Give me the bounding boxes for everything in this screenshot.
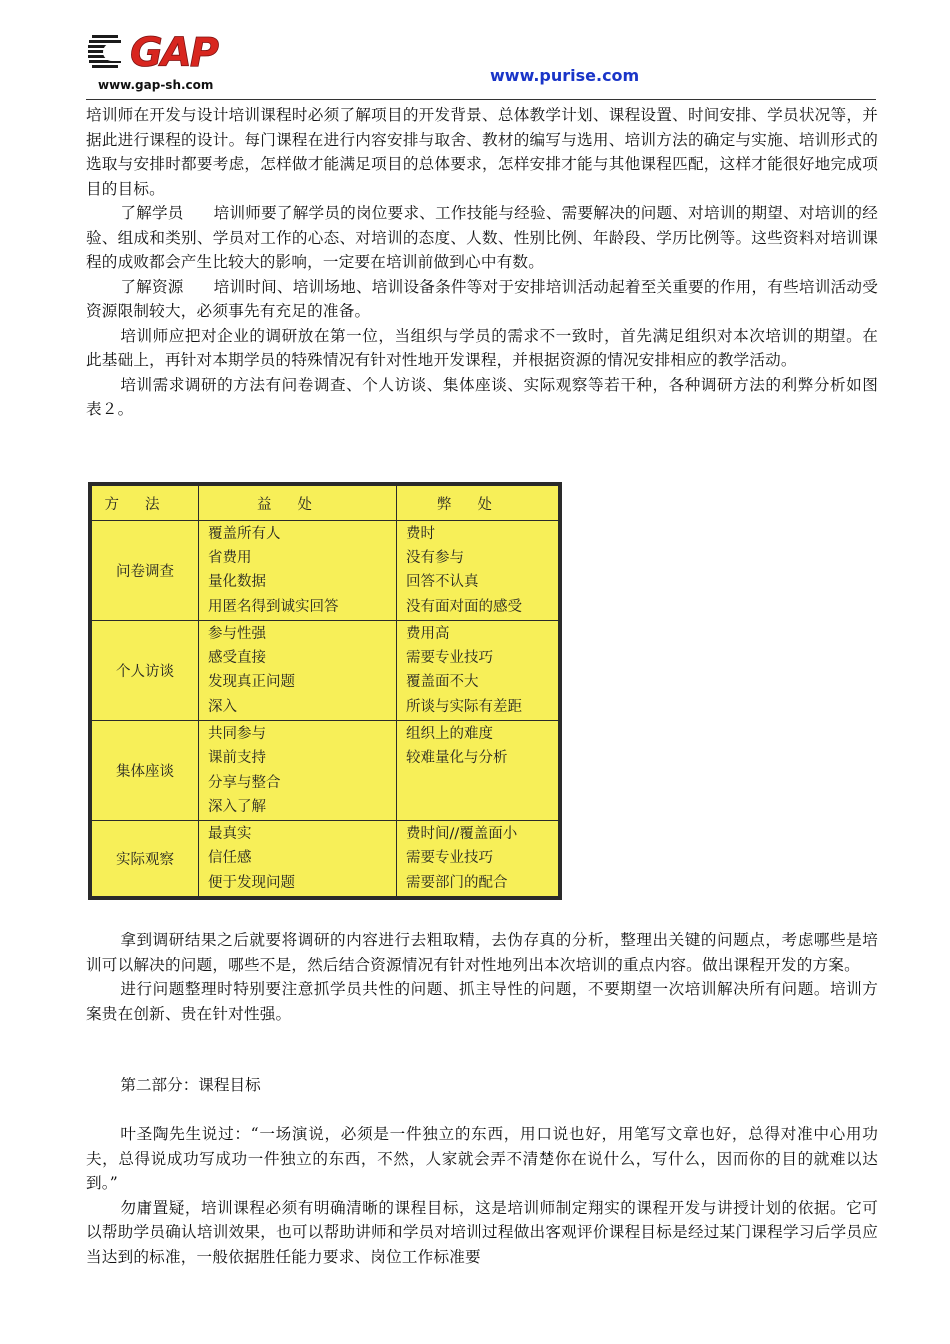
drawback-cell [397,821,559,897]
paragraph-quote: 叶圣陶先生说过：“一场演说，必须是一件独立的东西，用口说也好，用笔写文章也好，总得对准中心用功夫，总得说成功写成功一件独立的东西，不然，人家就会弄不清楚你在说什么，写什么，因而你的目的就难以达到。” [86,1125,878,1192]
benefit-item: 参与性强 [208,626,266,643]
site-url-left[interactable]: www.gap-sh.com [98,78,214,92]
site-url-right[interactable]: www.purise.com [490,66,640,85]
paragraph-understand-learners: 了解学员 培训师要了解学员的岗位要求、工作技能与经验、需要解决的问题、对培训的期望、对培训的经验、组成和类别、学员对工作的心态、对培训的态度、人数、性别比例、年龄段、学历比例等。这些资料对培训课程的成败都会产生比较大的影响，一定要在培训前做到心中有数。 [86,204,878,271]
benefit-item: 感受直接 [208,650,266,667]
benefit-item: 课前支持 [208,750,266,767]
benefit-cell [199,521,397,621]
benefit-cell [199,621,397,721]
paragraph-problem-sorting: 进行问题整理时特别要注意抓学员共性的问题、抓主导性的问题，不要期望一次培训解决所有问题。培训方案贵在创新、贵在针对性强。 [86,980,878,1023]
page-header [0,0,950,105]
header-method: 方法 [92,486,199,521]
header-divider [86,99,876,100]
benefit-item: 覆盖所有人 [208,526,281,542]
method-cell: 实际观察 [92,821,199,897]
benefit-item: 便于发现问题 [208,874,295,891]
benefit-cell [199,721,397,821]
drawback-cell [397,621,559,721]
table-row [92,621,559,721]
drawback-item: 所谈与实际有差距 [406,698,522,715]
svg-text:GAP: GAP [130,30,218,74]
drawback-item: 需要部门的配合 [406,874,508,891]
method-cell: 问卷调查 [92,521,199,621]
drawback-item: 没有面对面的感受 [406,598,522,615]
globe-logo-icon [88,32,126,72]
drawback-item: 需要专业技巧 [406,650,493,667]
benefit-cell [199,821,397,897]
drawback-item: 需要专业技巧 [406,850,493,867]
drawback-item: 费时 [406,526,435,542]
drawback-item: 覆盖面不大 [406,674,479,691]
label-understand-resources: 了解资源 [120,277,184,296]
section-heading-wrap [86,1073,878,1098]
benefit-item: 分享与整合 [208,774,281,791]
section-title: 第二部分：课程目标 [120,1076,261,1094]
benefit-item: 省费用 [208,550,252,567]
drawback-item: 没有参与 [406,550,464,567]
benefit-item: 发现真正问题 [208,674,295,691]
benefit-item: 共同参与 [208,726,266,743]
paragraph-analysis: 拿到调研结果之后就要将调研的内容进行去粗取精，去伪存真的分析，整理出关键的问题点，考虑哪些是培训可以解决的问题，哪些不是，然后结合资源情况有针对性地列出本次培训的重点内容。做出课程开发的方案。 [86,931,878,974]
drawback-item: 组织上的难度 [406,726,493,743]
paragraph-project-background: 培训师在开发与设计培训课程时必须了解项目的开发背景、总体教学计划、课程设置、时间安排、学员状况等，并据此进行课程的设计。每门课程在进行内容安排与取舍、教材的编写与选用、培训方法的确定与实施、培训形式的选取与安排时都要考虑，怎样做才能满足项目的总体要求，怎样安排才能与其他课程匹配，这样才能很好地完成项目的目标。 [86,106,878,198]
paragraph-org-priority: 培训师应把对企业的调研放在第一位，当组织与学员的需求不一致时，首先满足组织对本次培训的期望。在此基础上，再针对本期学员的特殊情况有针对性地开发课程，并根据资源的情况安排相应的教学活动。 [86,326,878,369]
paragraph-understand-resources: 了解资源 培训时间、培训场地、培训设备条件等对于安排培训活动起着至关重要的作用，有些培训活动受资源限制较大，必须事先有充足的准备。 [86,277,878,320]
table-row [92,821,559,897]
paragraph-course-goals: 勿庸置疑，培训课程必须有明确清晰的课程目标，这是培训师制定翔实的课程开发与讲授计划的依据。它可以帮助学员确认培训效果，也可以帮助讲师和学员对培训过程做出客观评价课程目标是经过某门课程学习后学员应当达到的标准，一般依据胜任能力要求、岗位工作标准要 [86,1198,878,1266]
table-row [92,721,559,821]
method-cell: 个人访谈 [92,621,199,721]
body-text-bottom [86,928,878,1026]
header-drawbacks: 弊处 [397,486,559,521]
benefit-item: 信任感 [208,850,252,867]
table-row [92,521,559,621]
drawback-item: 回答不认真 [406,574,479,591]
body-text-top [86,103,878,422]
methods-comparison-table [88,482,562,900]
drawback-cell [397,721,559,821]
benefit-item: 用匿名得到诚实回答 [208,598,339,615]
label-understand-learners: 了解学员 [120,204,184,222]
benefit-item: 量化数据 [208,574,266,591]
method-cell: 集体座谈 [92,721,199,821]
drawback-item: 较难量化与分析 [406,750,508,767]
header-benefits: 益处 [199,486,397,521]
paragraph-research-methods: 培训需求调研的方法有问卷调查、个人访谈、集体座谈、实际观察等若干种，各种调研方法的利弊分析如图表２。 [86,375,878,418]
drawback-cell [397,521,559,621]
body-text-final [86,1122,878,1269]
benefit-item: 最真实 [208,826,252,843]
benefit-item: 深入 [208,698,237,715]
drawback-item: 费用高 [406,626,450,643]
gap-wordmark [128,30,248,74]
drawback-item: 费时间//覆盖面小 [406,826,518,843]
benefit-item: 深入了解 [208,798,266,815]
table-header-row [92,486,559,521]
